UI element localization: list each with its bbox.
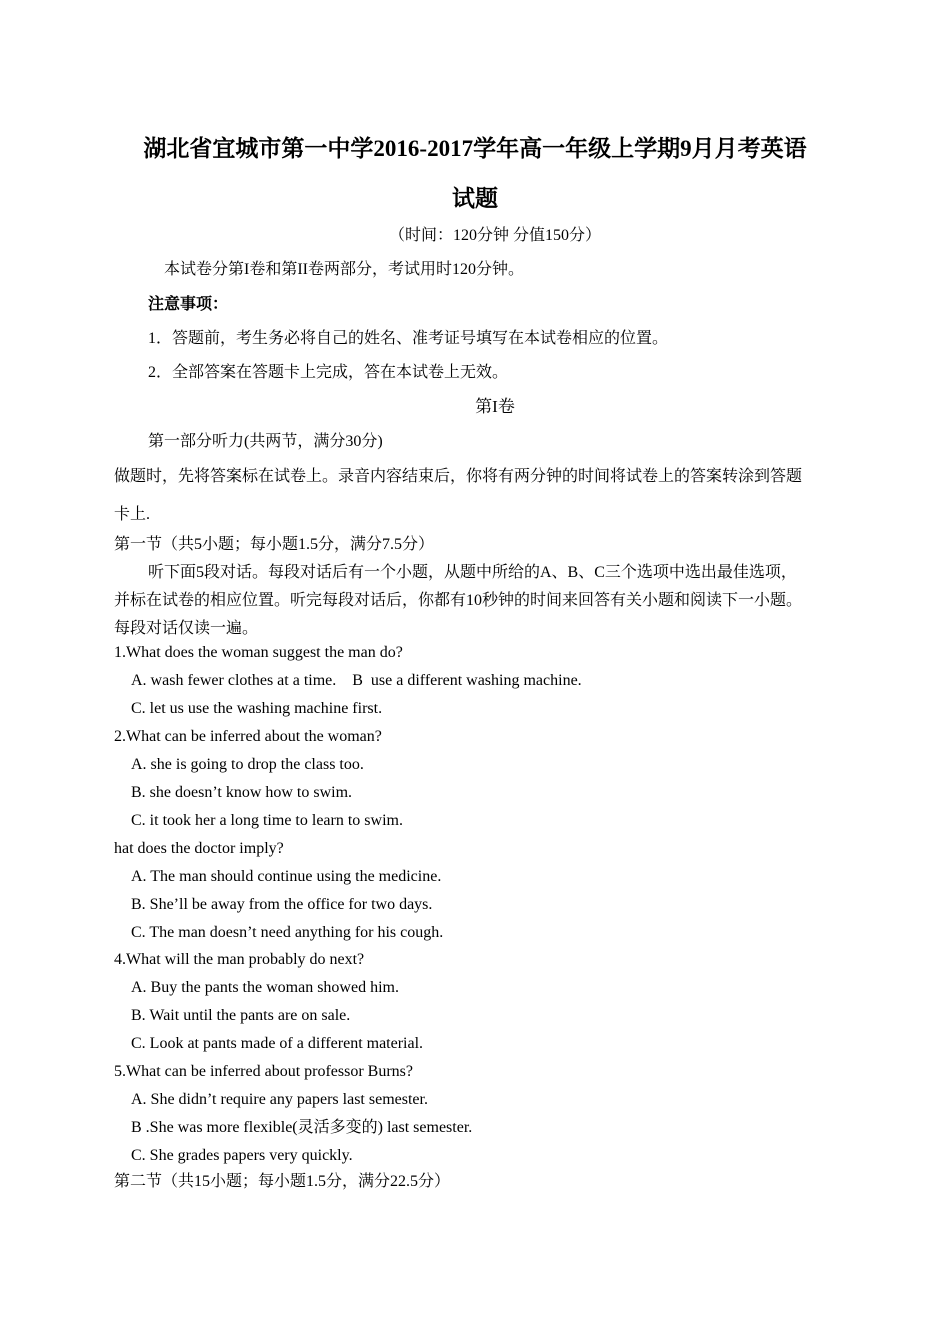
question-2-option-b: B. she doesn’t know how to swim.	[131, 784, 353, 801]
section2-heading: 第二节（共15小题；每小题1.5分，满分22.5分）	[114, 1173, 451, 1190]
question-5-stem: 5.What can be inferred about professor Burns?	[114, 1063, 413, 1080]
question-4-option-c: C. Look at pants made of a different material.	[131, 1035, 424, 1052]
question-1-option-ab: A. wash fewer clothes at a time. B use a different washing machine.	[131, 672, 582, 689]
part1-desc-line2: 卡上.	[114, 506, 151, 523]
page-title: 湖北省宜城市第一中学2016-2017学年高一年级上学期9月月考英语	[143, 136, 807, 161]
question-4-stem: 4.What will the man probably do next?	[114, 951, 365, 968]
question-3-stem: hat does the doctor imply?	[114, 840, 284, 857]
intro-text: 本试卷分第I卷和第II卷两部分，考试用时120分钟。	[164, 261, 524, 278]
question-3-option-b: B. She’ll be away from the office for two days.	[131, 896, 433, 913]
notice-item-1: 1．答题前，考生务必将自己的姓名、准考证号填写在本试卷相应的位置。	[148, 330, 669, 347]
question-5-option-a: A. She didn’t require any papers last semester.	[131, 1091, 428, 1108]
question-4-option-a: A. Buy the pants the woman showed him.	[131, 979, 399, 996]
question-2-option-a: A. she is going to drop the class too.	[131, 756, 364, 773]
section1-instr-line1: 听下面5段对话。每段对话后有一个小题，从题中所给的A、B、C三个选项中选出最佳选项，	[148, 564, 797, 581]
question-2-option-c: C. it took her a long time to learn to swim.	[131, 812, 403, 829]
exam-info: （时间：120分钟 分值150分）	[388, 227, 601, 244]
section1-instr-line3: 每段对话仅读一遍。	[114, 620, 259, 637]
question-3-option-a: A. The man should continue using the medicine.	[131, 868, 442, 885]
notice-heading: 注意事项：	[148, 296, 229, 313]
volume-heading: 第I卷	[475, 397, 515, 416]
question-2-stem: 2.What can be inferred about the woman?	[114, 728, 382, 745]
question-5-option-b: B .She was more flexible(灵活多变的) last semester.	[131, 1119, 473, 1136]
question-1-stem: 1.What does the woman suggest the man do?	[114, 644, 403, 661]
question-4-option-b: B. Wait until the pants are on sale.	[131, 1007, 351, 1024]
notice-item-2: 2．全部答案在答题卡上完成，答在本试卷上无效。	[148, 364, 509, 381]
section1-instr-line2: 并标在试卷的相应位置。听完每段对话后，你都有10秒钟的时间来回答有关小题和阅读下一小题。	[114, 592, 803, 609]
part1-desc-line1: 做题时，先将答案标在试卷上。录音内容结束后，你将有两分钟的时间将试卷上的答案转涂到答题	[114, 468, 803, 485]
page-title-continued: 试题	[452, 186, 498, 211]
question-1-option-c: C. let us use the washing machine first.	[131, 700, 383, 717]
part1-heading: 第一部分听力(共两节，满分30分)	[148, 433, 383, 450]
section1-heading: 第一节（共5小题；每小题1.5分，满分7.5分）	[114, 536, 435, 553]
question-3-option-c: C. The man doesn’t need anything for his cough.	[131, 924, 444, 941]
question-5-option-c: C. She grades papers very quickly.	[131, 1147, 353, 1164]
